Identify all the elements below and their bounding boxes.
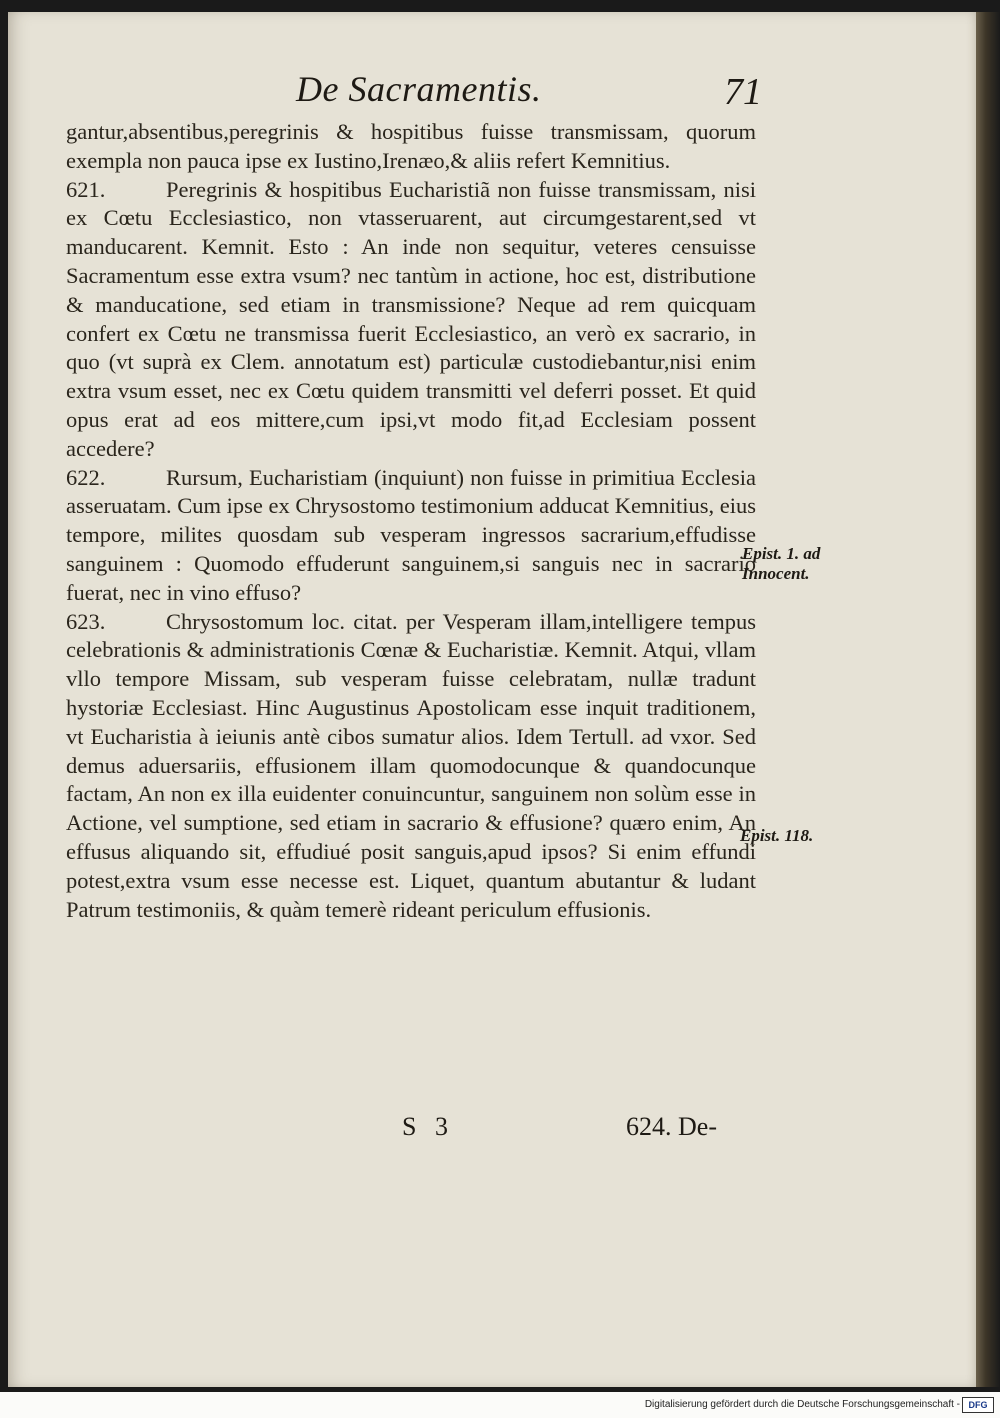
paragraph-622	[66, 464, 756, 608]
paragraph-text: Peregrinis & hospitibus Eucharistiã non fuisse transmissam, nisi ex Cœtu Ecclesiastico, non vtasseruarent, aut circumgestarent,sed vt manducarent. Kemnit. Esto : An inde non sequitur, veteres censuisse Sacramentum esse extra vsum? nec tantùm in actione, hoc est, distributione & manducatione, sed etiam in transmissione? Neque ad rem quicquam confert ex Cœtu ne transmissa fuerit Ecclesiastico, an verò ex sacrario, in quo (vt suprà ex Clem. annotatum est) particulæ custodiebantur,nisi enim extra vsum esset, nec ex Cœtu quidem transmitti vel deferri posset. Et quid opus erat ad eos mittere,cum ipsi,vt modo fit,ad Ecclesiam possent accedere?	[66, 176, 756, 461]
page-number: 71	[724, 71, 762, 113]
running-head: De Sacramentis.	[296, 69, 542, 109]
paragraph-text: Rursum, Eucharistiam (inquiunt) non fuisse in primitiua Ecclesia asseruatam. Cum ipse ex Chrysostomo testimonium adducat Kemnitius, eius tempore, milites quosdam sub vesperam ingressos sacrarium,effudisse sanguinem : Quomodo effuderunt sanguinem,si sanguis nec in sacrario fuerat, nec in vino effuso?	[66, 464, 756, 605]
margin-note: Epist. 118.	[740, 826, 814, 845]
margin-note: Epist. 1. ad Innocent.	[742, 544, 821, 583]
page-edge	[976, 12, 1000, 1387]
opening-paragraph: gantur,absentibus,peregrinis & hospitibus fuisse transmissam, quorum exempla non pauca ipse ex Iustino,Irenæo,& aliis refert Kemnitius.	[66, 119, 756, 173]
paragraph-621	[66, 176, 756, 464]
digitization-footer	[0, 1392, 1000, 1418]
dfg-logo: DFG	[962, 1397, 994, 1413]
paragraph-number: 622.	[66, 464, 106, 490]
paragraph-623	[66, 608, 756, 925]
paragraph-number: 623.	[66, 608, 106, 634]
catchword: 624. De-	[626, 1112, 717, 1141]
funding-credit: Digitalisierung gefördert durch die Deutsche Forschungsgemeinschaft -	[644, 1399, 960, 1410]
signature-mark: S 3	[402, 1112, 448, 1141]
paragraph-text: Chrysostomum loc. citat. per Vesperam illam,intelligere tempus celebrationis & administrationis Cœnæ & Eucharistiæ. Kemnit. Atqui, vllam vllo tempore Missam, sub vesperam fuisse celebratam, nullæ tradunt hystoriæ Ecclesiast. Hinc Augustinus Apostolicam esse inquit traditionem, vt Eucharistia à ieiunis antè cibos sumatur alios. Idem Tertull. ad vxor. Sed demus aduersariis, effusionem illam quomodocunque & quandocunque factam, An non ex illa euidenter conuincuntur, sanguinem non solùm esse in Actione, vel sumptione, sed etiam in sacrario & effusione? quæro enim, An effusus aliquando sit, effudiué posit sanguis,apud ipsos? Si enim effundi potest,extra vsum esse necesse est. Liquet, quantum abutantur & ludant Patrum testimoniis, & quàm temerè rideant periculum effusionis.	[66, 608, 756, 922]
body-text	[66, 118, 756, 924]
paragraph-number: 621.	[66, 176, 106, 202]
